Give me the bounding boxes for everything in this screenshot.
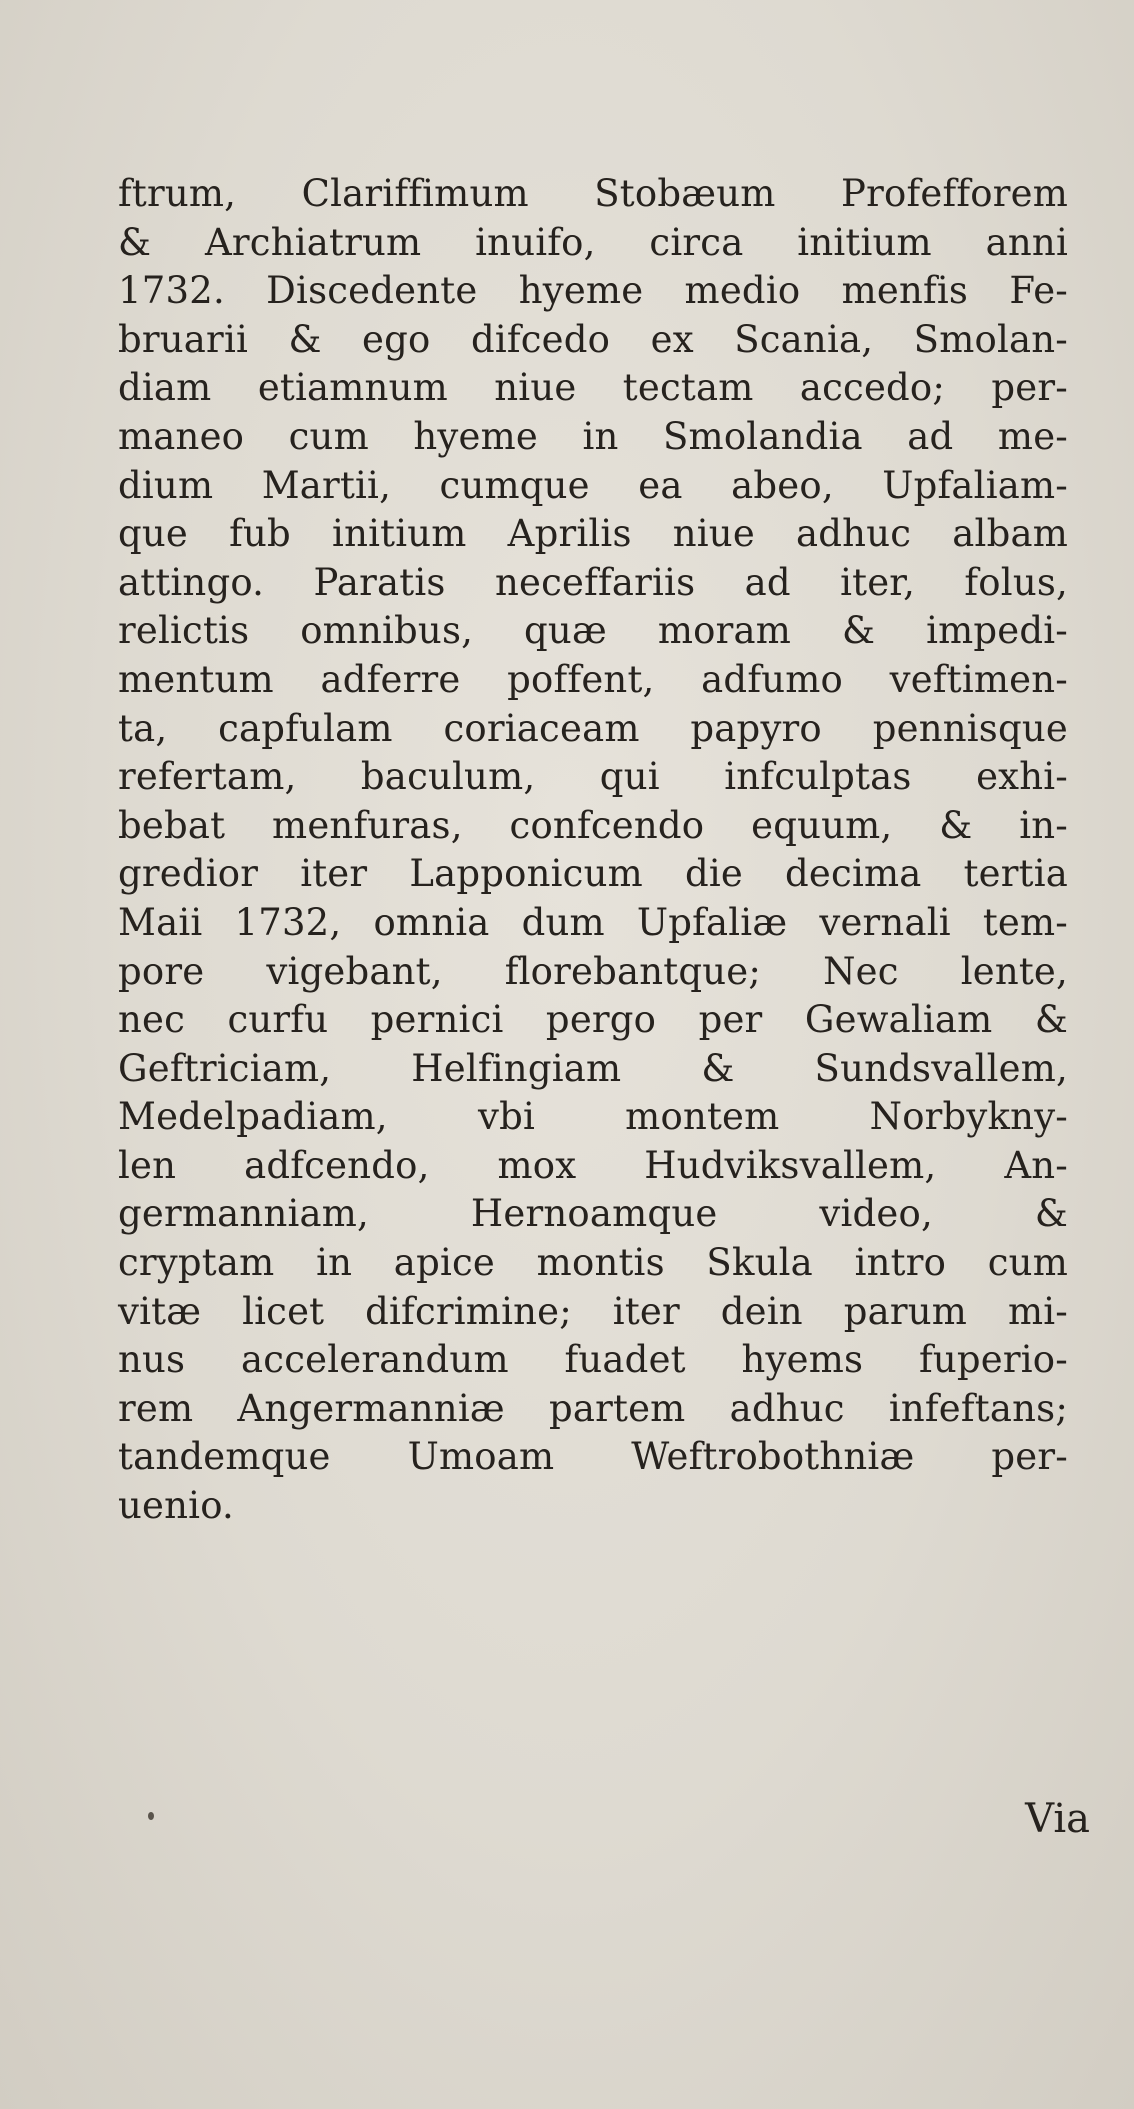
text-line: mentum adferre poffent, adfumo veftimen- — [118, 657, 1068, 701]
text-line: relictis omnibus, quæ moram & impedi- — [118, 609, 1068, 653]
text-line: rem Angermanniæ partem adhuc infeftans; — [118, 1386, 1068, 1430]
text-line: ftrum, Clariffimum Stobæum Profefforem — [118, 172, 1068, 215]
body-text — [118, 170, 1068, 1531]
text-line: nec curfu pernici pergo per Gewaliam & — [118, 998, 1068, 1042]
text-line: ta, capfulam coriaceam papyro pennisque — [118, 706, 1068, 750]
text-line: gredior iter Lapponicum die decima tertia — [118, 852, 1068, 896]
text-line: bebat menfuras, confcendo equum, & in- — [118, 803, 1068, 847]
text-line: Geftriciam, Helfingiam & Sundsvallem, — [118, 1046, 1068, 1090]
catchword: Via — [1025, 1796, 1090, 1842]
text-line: dium Martii, cumque ea abeo, Upfaliam- — [118, 463, 1068, 507]
text-line: attingo. Paratis neceffariis ad iter, folus, — [118, 560, 1068, 604]
text-line: vitæ licet difcrimine; iter dein parum mi- — [118, 1289, 1068, 1333]
text-line: Maii 1732, omnia dum Upfaliæ vernali tem- — [118, 900, 1068, 944]
text-line: germanniam, Hernoamque video, & — [118, 1192, 1068, 1236]
text-line: Medelpadiam, vbi montem Norbykny- — [118, 1095, 1068, 1139]
text-line: & Archiatrum inuifo, circa initium anni — [118, 220, 1068, 264]
text-line: 1732. Discedente hyeme medio menfis Fe- — [118, 269, 1068, 313]
text-line: pore vigebant, florebantque; Nec lente, — [118, 949, 1068, 993]
text-line: len adfcendo, mox Hudviksvallem, An- — [118, 1143, 1068, 1187]
text-line: cryptam in apice montis Skula intro cum — [118, 1241, 1068, 1285]
text-line: maneo cum hyeme in Smolandia ad me- — [118, 414, 1068, 458]
text-line: que fub initium Aprilis niue adhuc albam — [118, 512, 1068, 556]
text-line: diam etiamnum niue tectam accedo; per- — [118, 366, 1068, 410]
text-line: nus accelerandum fuadet hyems fuperio- — [118, 1338, 1068, 1382]
text-line: tandemque Umoam Weftrobothniæ per- — [118, 1435, 1068, 1479]
text-line: refertam, baculum, qui infculptas exhi- — [118, 755, 1068, 799]
text-line: uenio. — [118, 1484, 234, 1528]
text-line: bruarii & ego difcedo ex Scania, Smolan- — [118, 317, 1068, 361]
ink-speck — [148, 1812, 154, 1820]
